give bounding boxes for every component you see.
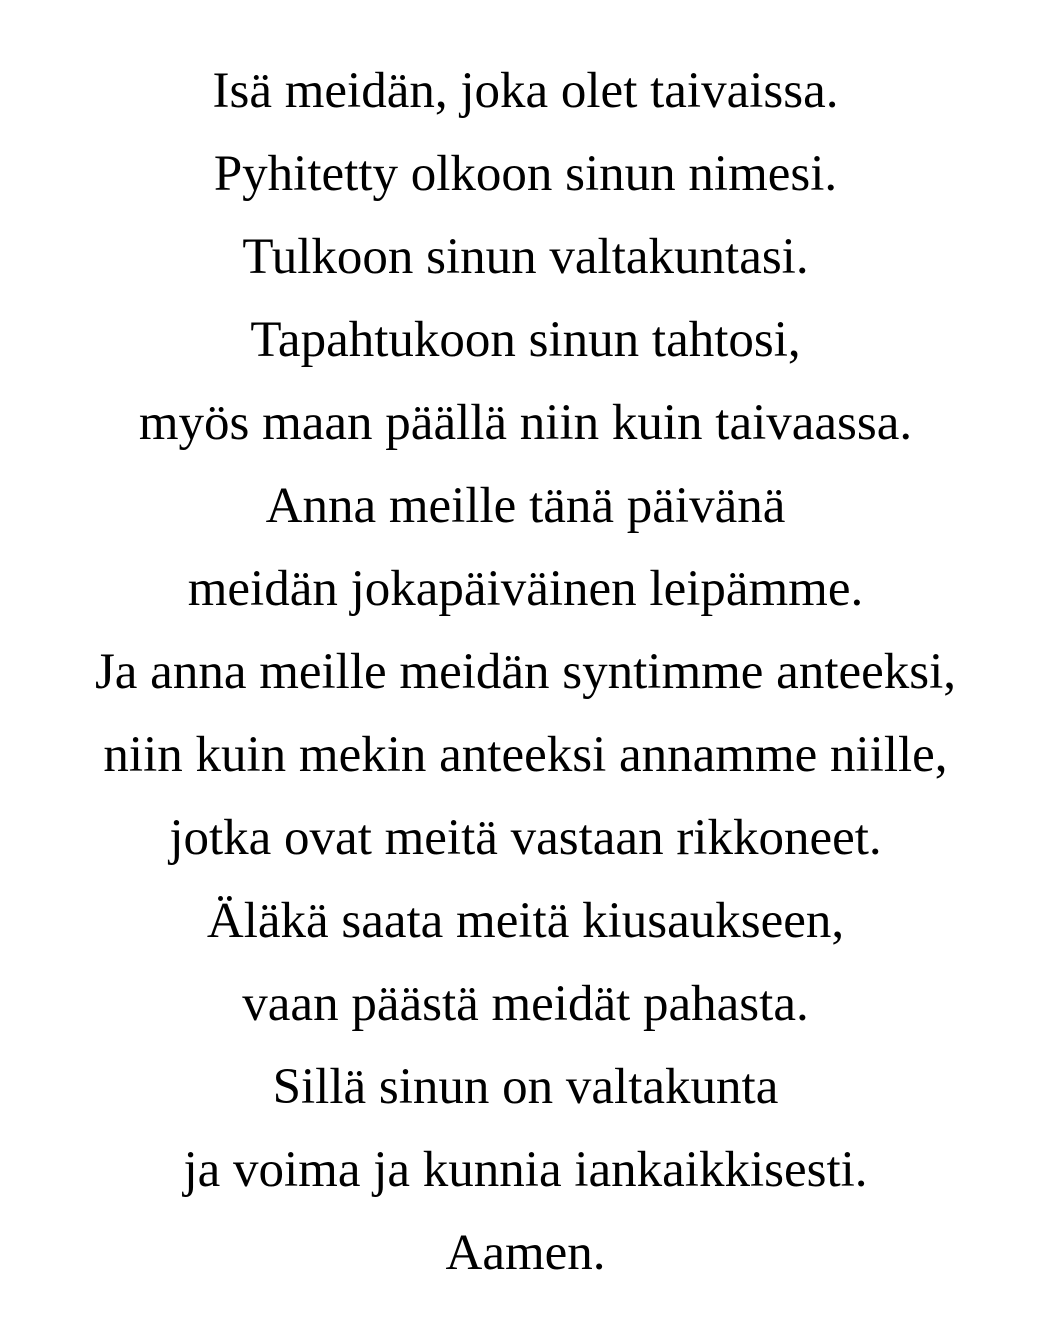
prayer-line: ja voima ja kunnia iankaikkisesti. <box>183 1142 868 1198</box>
prayer-line: Tapahtukoon sinun tahtosi, <box>250 312 801 368</box>
prayer-line: Sillä sinun on valtakunta <box>272 1059 779 1115</box>
prayer-text-block <box>0 50 1051 1295</box>
prayer-line: Anna meille tänä päivänä <box>265 478 786 534</box>
prayer-line: vaan päästä meidät pahasta. <box>242 976 809 1032</box>
prayer-line: niin kuin mekin anteeksi annamme niille, <box>103 727 948 783</box>
prayer-line: Tulkoon sinun valtakuntasi. <box>242 229 809 285</box>
prayer-line: Isä meidän, joka olet taivaissa. <box>212 63 839 119</box>
prayer-line: myös maan päällä niin kuin taivaassa. <box>138 395 913 451</box>
prayer-closing-line: Aamen. <box>445 1225 606 1281</box>
prayer-line: Äläkä saata meitä kiusaukseen, <box>206 893 845 949</box>
prayer-line: Ja anna meille meidän syntimme anteeksi, <box>94 644 957 700</box>
prayer-line: meidän jokapäiväinen leipämme. <box>187 561 864 617</box>
prayer-line: Pyhitetty olkoon sinun nimesi. <box>213 146 838 202</box>
prayer-line: jotka ovat meitä vastaan rikkoneet. <box>169 810 882 866</box>
